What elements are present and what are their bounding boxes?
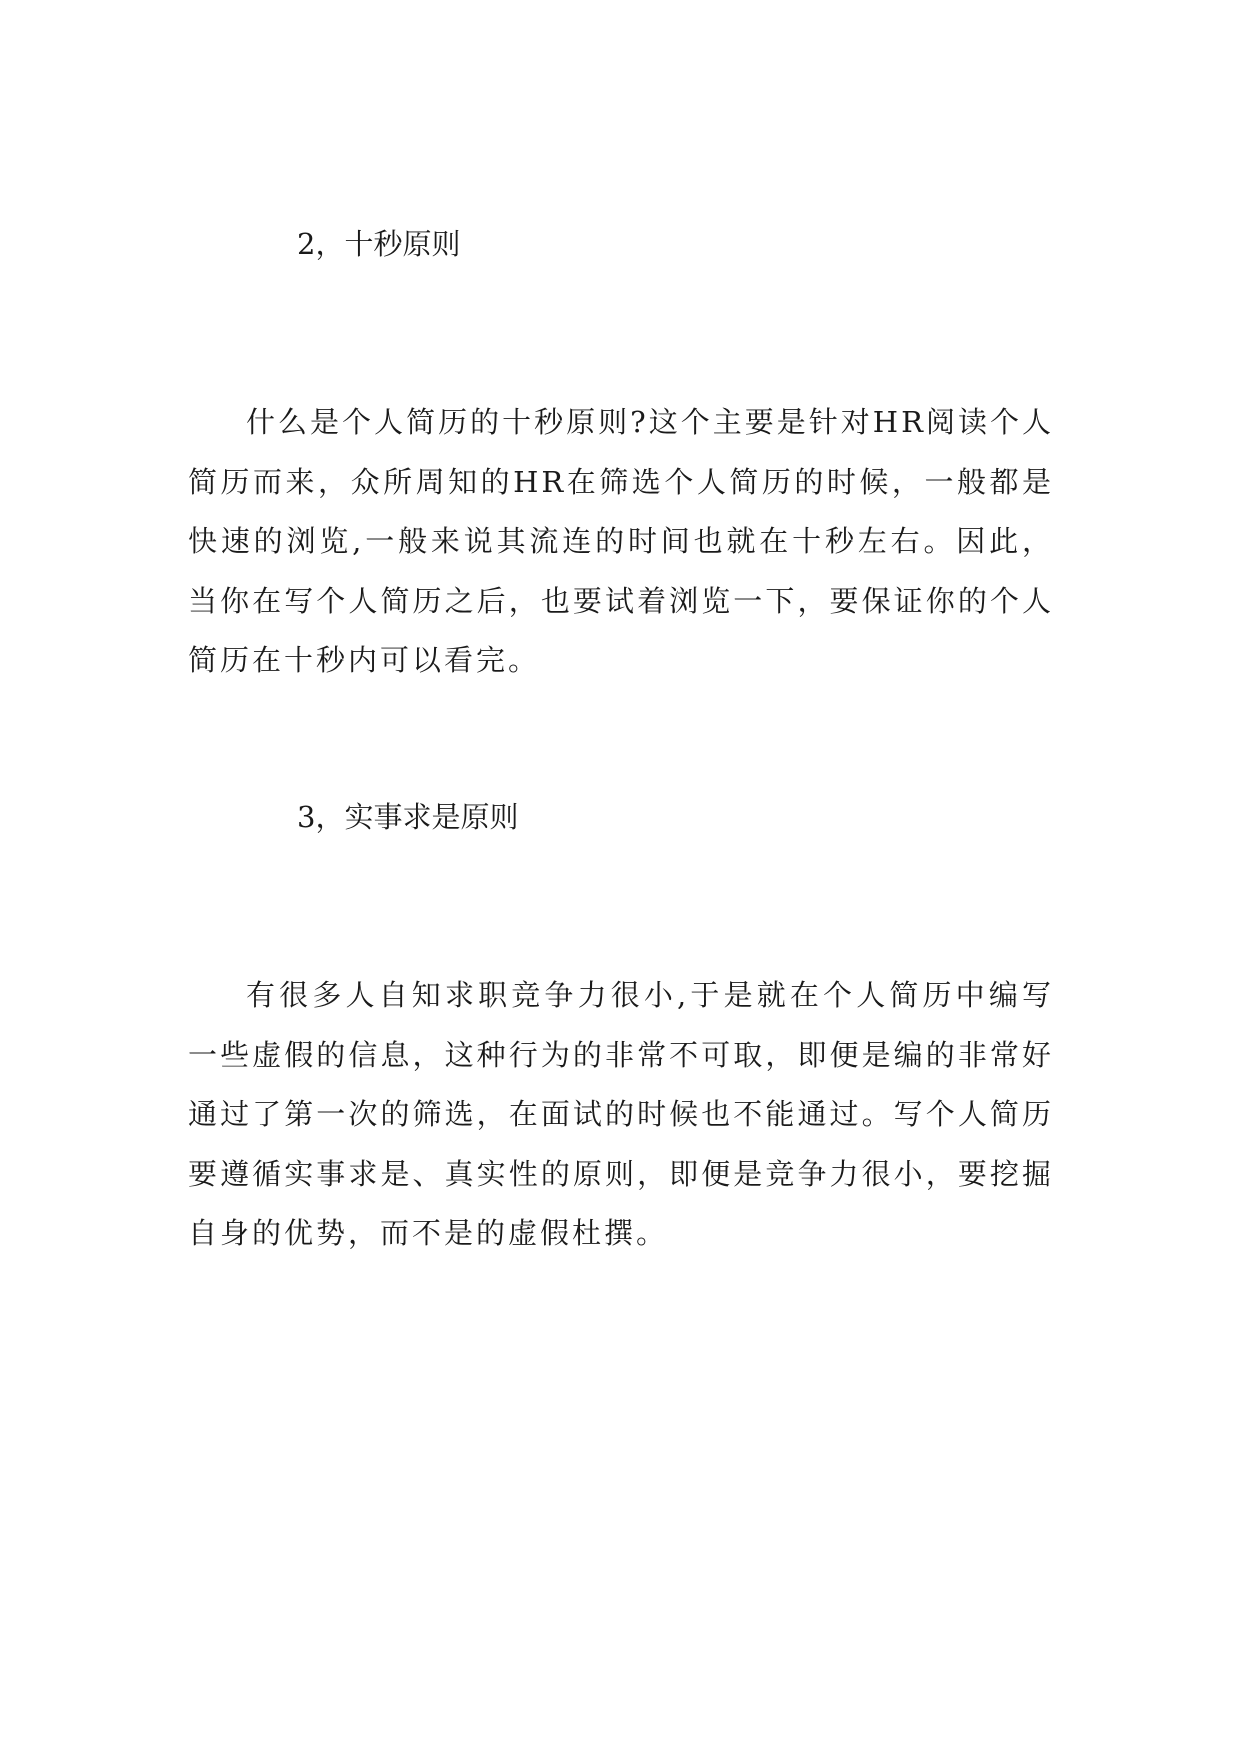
section-heading-truthfulness-rule: 3，实事求是原则: [297, 800, 519, 834]
section-heading-ten-second-rule: 2，十秒原则: [297, 227, 461, 261]
section-body-ten-second-rule: 什么是个人简历的十秒原则?这个主要是针对HR阅读个人简历而来，众所周知的HR在筛选个人简历的时候，一般都是快速的浏览,一般来说其流连的时间也就在十秒左右。因此，当你在写个人简历之后，也要试着浏览一下，要保证你的个人简历在十秒内可以看完。: [188, 405, 1054, 677]
section-body-truthfulness-rule: 有很多人自知求职竞争力很小,于是就在个人简历中编写一些虚假的信息，这种行为的非常不可取，即便是编的非常好通过了第一次的筛选，在面试的时候也不能通过。写个人简历要遵循实事求是、真实性的原则，即便是竞争力很小，要挖掘自身的优势，而不是的虚假杜撰。: [188, 978, 1054, 1250]
